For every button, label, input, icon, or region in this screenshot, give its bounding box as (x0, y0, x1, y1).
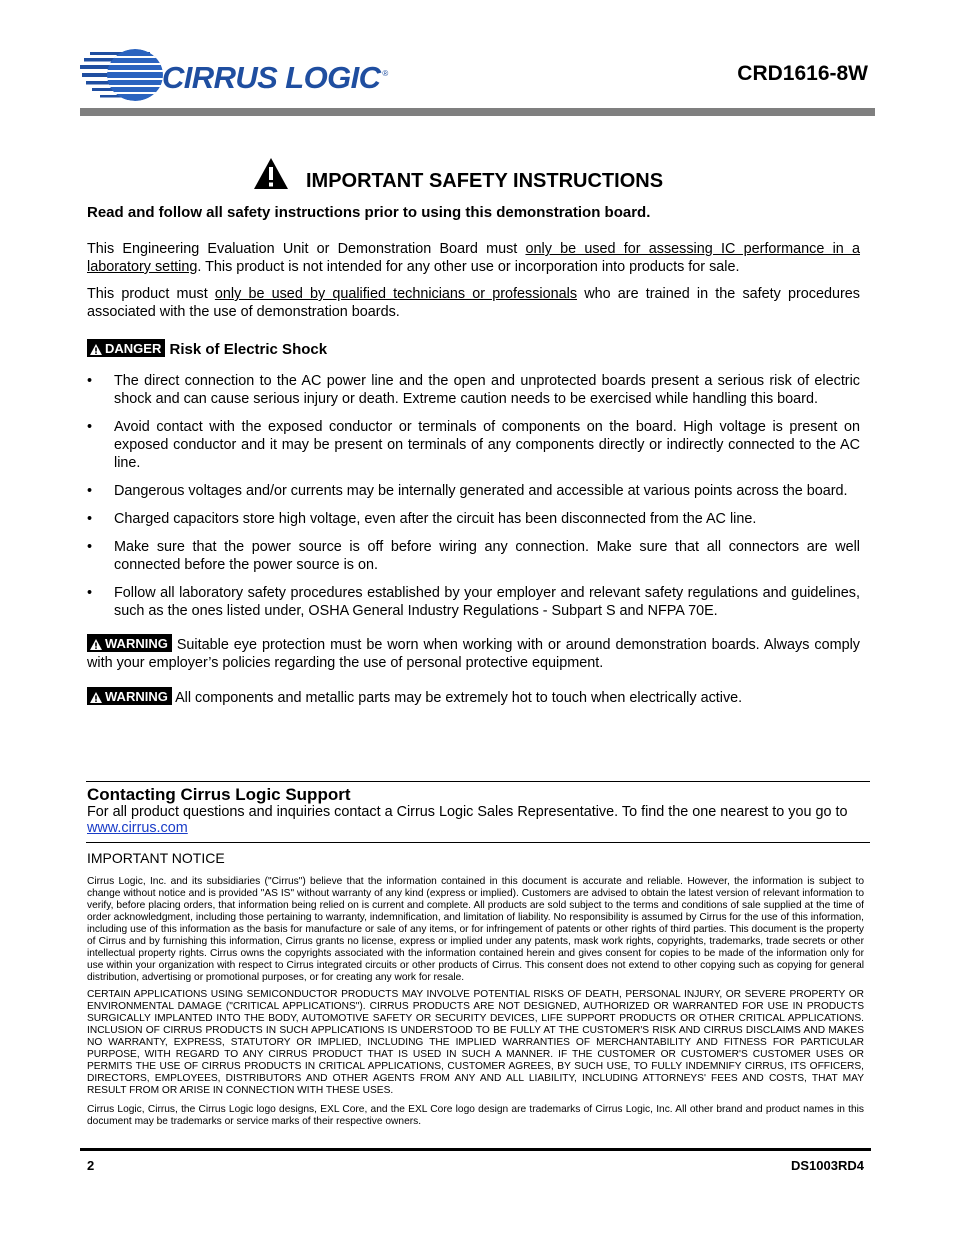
list-item: • Avoid contact with the exposed conductor or terminals of components on the board. High voltage is present on exposed conductor and it may be present on terminals of any components directly or indirectly connected to the AC line. (87, 418, 860, 472)
contact-title: Contacting Cirrus Logic Support (87, 785, 351, 804)
safety-intro: Read and follow all safety instructions prior to using this demonstration board. (87, 204, 651, 221)
alert-icon (90, 344, 102, 355)
document-title: CRD1616-8W (737, 62, 868, 85)
notice-paragraph-3: Cirrus Logic, Cirrus, the Cirrus Logic logo designs, EXL Core, and the EXL Core logo design are trademarks of Cirrus Logic, Inc. All other brand and product names in this document may be trademarks or service marks of their respective owners. (87, 1104, 864, 1127)
alert-icon (90, 692, 102, 703)
warning-triangle-icon (253, 157, 289, 190)
list-item: • Dangerous voltages and/or currents may be internally generated and accessible at various points across the board. (87, 482, 860, 500)
warning-badge: WARNING (87, 687, 172, 705)
cirrus-swoosh-icon (80, 46, 170, 104)
footer-divider (80, 1148, 871, 1151)
notice-paragraph-2: CERTAIN APPLICATIONS USING SEMICONDUCTOR PRODUCTS MAY INVOLVE POTENTIAL RISKS OF DEATH, PERSONAL INJURY, OR SEVERE PROPERTY OR ENVIRONMENTAL DAMAGE ("CRITICAL APPLICATIONS"). CIRRUS PRODUCTS ARE NOT DESIGNED, AUTHORIZED OR WARRANTED FOR USE IN PRODUCTS SURGICALLY IMPLANTED INTO THE BODY, AUTOMOTIVE SAFETY OR SECURITY DEVICES, LIFE SUPPORT PRODUCTS OR OTHER CRITICAL APPLICATIONS. INCLUSION OF CIRRUS PRODUCTS IN SUCH APPLICATIONS IS UNDERSTOOD TO BE FULLY AT THE CUSTOMER'S RISK AND CIRRUS DISCLAIMS AND MAKES NO WARRANTY, EXPRESS, STATUTORY OR IMPLIED, INCLUDING THE IMPLIED WARRANTIES OF MERCHANTABILITY AND FITNESS FOR PARTICULAR PURPOSE, WITH REGARD TO ANY CIRRUS PRODUCT THAT IS USED IN SUCH A MANNER. IF THE CUSTOMER OR CUSTOMER'S CUSTOMER USES OR PERMITS THE USE OF CIRRUS PRODUCTS IN CRITICAL APPLICATIONS, CUSTOMER AGREES, BY SUCH USE, TO FULLY INDEMNIFY CIRRUS, ITS OFFICERS, DIRECTORS, EMPLOYEES, DISTRIBUTORS AND OTHER AGENTS FROM ANY AND ALL LIABILITY, INCLUDING ATTORNEYS' FEES AND COSTS, THAT MAY RESULT FROM OR ARISE IN CONNECTION WITH THESE USES. (87, 989, 864, 1096)
page-number: 2 (87, 1158, 95, 1173)
brand-wordmark: CIRRUS LOGIC ® (162, 60, 388, 95)
section-divider (86, 842, 870, 843)
warning-badge: WARNING (87, 634, 172, 652)
alert-icon (90, 639, 102, 650)
notice-heading: IMPORTANT NOTICE (87, 850, 225, 866)
list-item: • Follow all laboratory safety procedures established by your employer and relevant safety regulations and guidelines, such as the ones listed under, OSHA General Industry Regulations - Subpart S and NFPA 70E. (87, 584, 860, 620)
danger-heading-text: Risk of Electric Shock (169, 341, 328, 358)
list-item: • Make sure that the power source is off before wiring any connection. Make sure that all connectors are well connected before the power source is on. (87, 538, 860, 574)
notice-paragraph-1: Cirrus Logic, Inc. and its subsidiaries ("Cirrus") believe that the information contained in this document is accurate and reliable. However, the information is subject to change without notice and is provided "AS IS" without warranty of any kind (express or implied). Customers are advised to obtain the latest version of relevant information to verify, before placing orders, that information being relied on is current and complete. All products are sold subject to the terms and conditions of sale supplied at the time of order acknowledgment, including those pertaining to warranty, indemnification, and limitation of liability. No responsibility is assumed by Cirrus for the use of this information, including use of this information as the basis for manufacture or sale of any items, or for infringement of patents or other rights of third parties. This document is the property of Cirrus and by furnishing this information, Cirrus grants no license, express or implied under any patents, mask work rights, copyrights, trademarks, trade secrets or other intellectual property rights. Cirrus owns the copyrights associated with the information contained herein and gives consent for copies to be made of the information only for use within your organization with respect to Cirrus integrated circuits or other products of Cirrus. This consent does not extend to other copying such as copying for general distribution, advertising or promotional purposes, or for creating any work for resale. (87, 876, 864, 983)
section-divider (86, 781, 870, 782)
list-item: • Charged capacitors store high voltage, even after the circuit has been disconnected from the AC line. (87, 510, 860, 528)
safety-title: IMPORTANT SAFETY INSTRUCTIONS (306, 170, 664, 192)
document-id: DS1003RD4 (791, 1158, 864, 1173)
danger-heading (87, 339, 327, 358)
warning-eye-protection: WARNING Suitable eye protection must be worn when working with or around demonstration boards. Always comply with your employer’s policies regarding the use of personal protective equipment. (87, 636, 861, 671)
danger-badge: DANGER (87, 339, 165, 357)
cirrus-logic-logo (80, 46, 388, 104)
warning-hot-parts: WARNING All components and metallic parts may be extremely hot to touch when electrically active. (87, 687, 860, 707)
list-item: • The direct connection to the AC power line and the open and unprotected boards present a serious risk of electric shock and can cause serious injury or death. Extreme caution needs to be exercised while handling this board. (87, 372, 860, 408)
safety-paragraph-1: This Engineering Evaluation Unit or Demonstration Board must only be used for assessing IC performance in a laboratory setting. This product is not intended for any other use or incorporation into products for sale. (87, 241, 860, 275)
safety-paragraph-2: This product must only be used by qualified technicians or professionals who are trained in the safety procedures associated with the use of demonstration boards. (87, 286, 860, 320)
header-divider (80, 108, 875, 116)
danger-list (87, 372, 860, 630)
contact-body: For all product questions and inquiries contact a Cirrus Logic Sales Representative. To find the one nearest to you go to www.cirrus.com (87, 804, 848, 836)
cirrus-website-link[interactable]: www.cirrus.com (87, 820, 188, 836)
